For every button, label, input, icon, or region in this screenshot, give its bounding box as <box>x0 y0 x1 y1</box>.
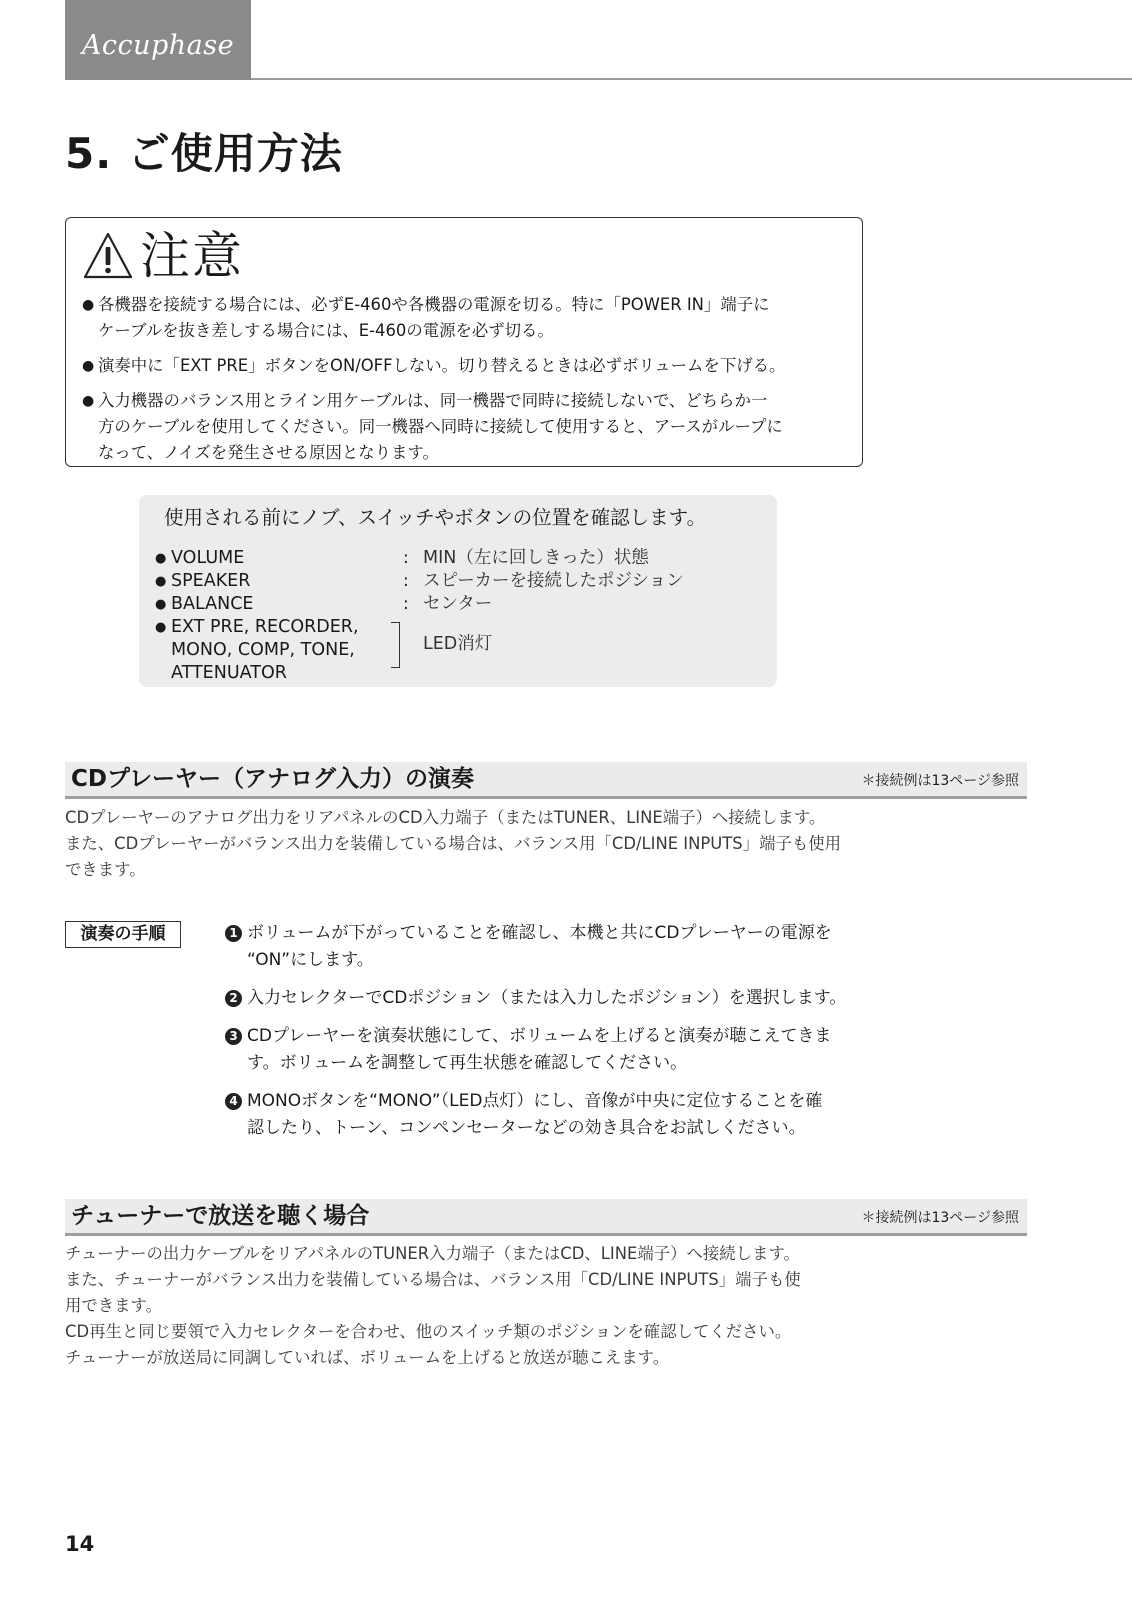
step-line: す。ボリュームを調整して再生状態を確認してください。 <box>247 1053 688 1073</box>
paragraph-line: できます。 <box>65 860 146 879</box>
caution-list <box>82 292 852 475</box>
precheck-bracket <box>391 622 400 668</box>
step-number-icon: 1 <box>225 925 242 942</box>
precheck-row-speaker <box>155 570 250 593</box>
precheck-separator: : <box>403 571 409 591</box>
step-number-icon: 4 <box>225 1093 242 1110</box>
precheck-label: BALANCE <box>171 594 254 614</box>
precheck-label: EXT PRE, RECORDER, <box>171 617 359 637</box>
paragraph-line: チューナーの出力ケーブルをリアパネルのTUNER入力端子（またはCD、LINE端子）へ接続します。 <box>65 1244 800 1263</box>
precheck-separator: : <box>403 548 409 568</box>
bullet-icon: ● <box>155 597 167 612</box>
bullet-icon: ● <box>155 620 167 635</box>
precheck-row-volume <box>155 547 244 570</box>
caution-header <box>82 226 244 286</box>
precheck-row-group <box>155 616 359 639</box>
step-line: 入力セレクターでCDポジション（または入力したポジション）を選択します。 <box>247 988 847 1008</box>
section-cd-paragraph <box>65 805 885 883</box>
bullet-icon: ● <box>82 393 95 409</box>
precheck-group-line: ATTENUATOR <box>171 663 287 683</box>
section-tuner-paragraph <box>65 1241 885 1371</box>
precheck-value: スピーカーを接続したポジション <box>423 571 684 591</box>
step-item <box>225 1023 875 1077</box>
caution-item-line: 方のケーブルを使用してください。同一機器へ同時に接続して使用すると、アースがループに <box>98 417 783 436</box>
caution-item-line: 各機器を接続する場合には、必ずE-460や各機器の電源を切る。特に「POWER IN」端子に <box>98 295 770 314</box>
step-number-icon: 3 <box>225 1028 242 1045</box>
paragraph-line: チューナーが放送局に同調していれば、ボリュームを上げると放送が聴こえます。 <box>65 1348 670 1367</box>
warning-triangle-icon <box>82 231 134 281</box>
step-line: ボリュームが下がっていることを確認し、本機と共にCDプレーヤーの電源を <box>247 923 832 943</box>
step-line: MONOボタンを“MONO”（LED点灯）にし、音像が中央に定位することを確 <box>247 1091 823 1111</box>
paragraph-line: また、CDプレーヤーがバランス出力を装備している場合は、バランス用「CD/LINE INPUTS」端子も使用 <box>65 834 842 853</box>
step-item <box>225 920 875 974</box>
bullet-icon: ● <box>155 551 167 566</box>
paragraph-line: 用できます。 <box>65 1296 163 1315</box>
precheck-group-value: LED消灯 <box>423 634 493 654</box>
precheck-box <box>139 495 777 687</box>
section-header-cd <box>65 762 1027 799</box>
brand-logo: Accuphase <box>65 0 251 80</box>
caution-item <box>82 388 852 466</box>
section-header-tuner <box>65 1199 1027 1236</box>
caution-item-line: 演奏中に「EXT PRE」ボタンをON/OFFしない。切り替えるときは必ずボリュームを下げる。 <box>98 356 786 375</box>
bullet-icon: ● <box>155 574 167 589</box>
step-line: “ON”にします。 <box>247 950 374 970</box>
paragraph-line: また、チューナーがバランス出力を装備している場合は、バランス用「CD/LINE INPUTS」端子も使 <box>65 1270 801 1289</box>
steps-list <box>225 920 875 1153</box>
section-note: ＊接続例は13ページ参照 <box>861 1210 1019 1226</box>
precheck-heading: 使用される前にノブ、スイッチやボタンの位置を確認します。 <box>164 506 707 529</box>
caution-item <box>82 292 852 344</box>
precheck-label: VOLUME <box>171 548 245 568</box>
step-item <box>225 1088 875 1142</box>
caution-title: 注意 <box>140 227 244 285</box>
step-item <box>225 985 875 1012</box>
caution-box <box>65 217 863 467</box>
precheck-row-balance <box>155 593 253 616</box>
caution-item-line: なって、ノイズを発生させる原因となります。 <box>98 443 439 462</box>
bullet-icon: ● <box>82 297 95 313</box>
step-line: 認したり、トーン、コンペンセーターなどの効き具合をお試しください。 <box>247 1118 806 1138</box>
header-rule <box>251 78 1132 80</box>
caution-item-line: ケーブルを抜き差しする場合には、E-460の電源を必ず切る。 <box>98 321 554 340</box>
caution-item-line: 入力機器のバランス用とライン用ケーブルは、同一機器で同時に接続しないで、どちらか一 <box>98 391 768 410</box>
steps-label: 演奏の手順 <box>65 921 181 948</box>
precheck-value: MIN（左に回しきった）状態 <box>423 548 649 568</box>
caution-item <box>82 353 852 379</box>
precheck-label: SPEAKER <box>171 571 251 591</box>
precheck-separator: : <box>403 594 409 614</box>
section-note: ＊接続例は13ページ参照 <box>861 773 1019 789</box>
paragraph-line: CD再生と同じ要領で入力セレクターを合わせ、他のスイッチ類のポジションを確認してください。 <box>65 1322 792 1341</box>
section-title: チューナーで放送を聴く場合 <box>71 1203 370 1229</box>
page-number: 14 <box>65 1532 95 1556</box>
precheck-group-line: MONO, COMP, TONE, <box>171 640 355 660</box>
bullet-icon: ● <box>82 358 95 374</box>
precheck-value: センター <box>423 594 493 614</box>
paragraph-line: CDプレーヤーのアナログ出力をリアパネルのCD入力端子（またはTUNER、LINE端子）へ接続します。 <box>65 808 826 827</box>
step-number-icon: 2 <box>225 990 242 1007</box>
step-line: CDプレーヤーを演奏状態にして、ボリュームを上げると演奏が聴こえてきま <box>247 1026 832 1046</box>
page-title: 5. ご使用方法 <box>65 129 343 178</box>
section-title: CDプレーヤー（アナログ入力）の演奏 <box>71 766 475 792</box>
